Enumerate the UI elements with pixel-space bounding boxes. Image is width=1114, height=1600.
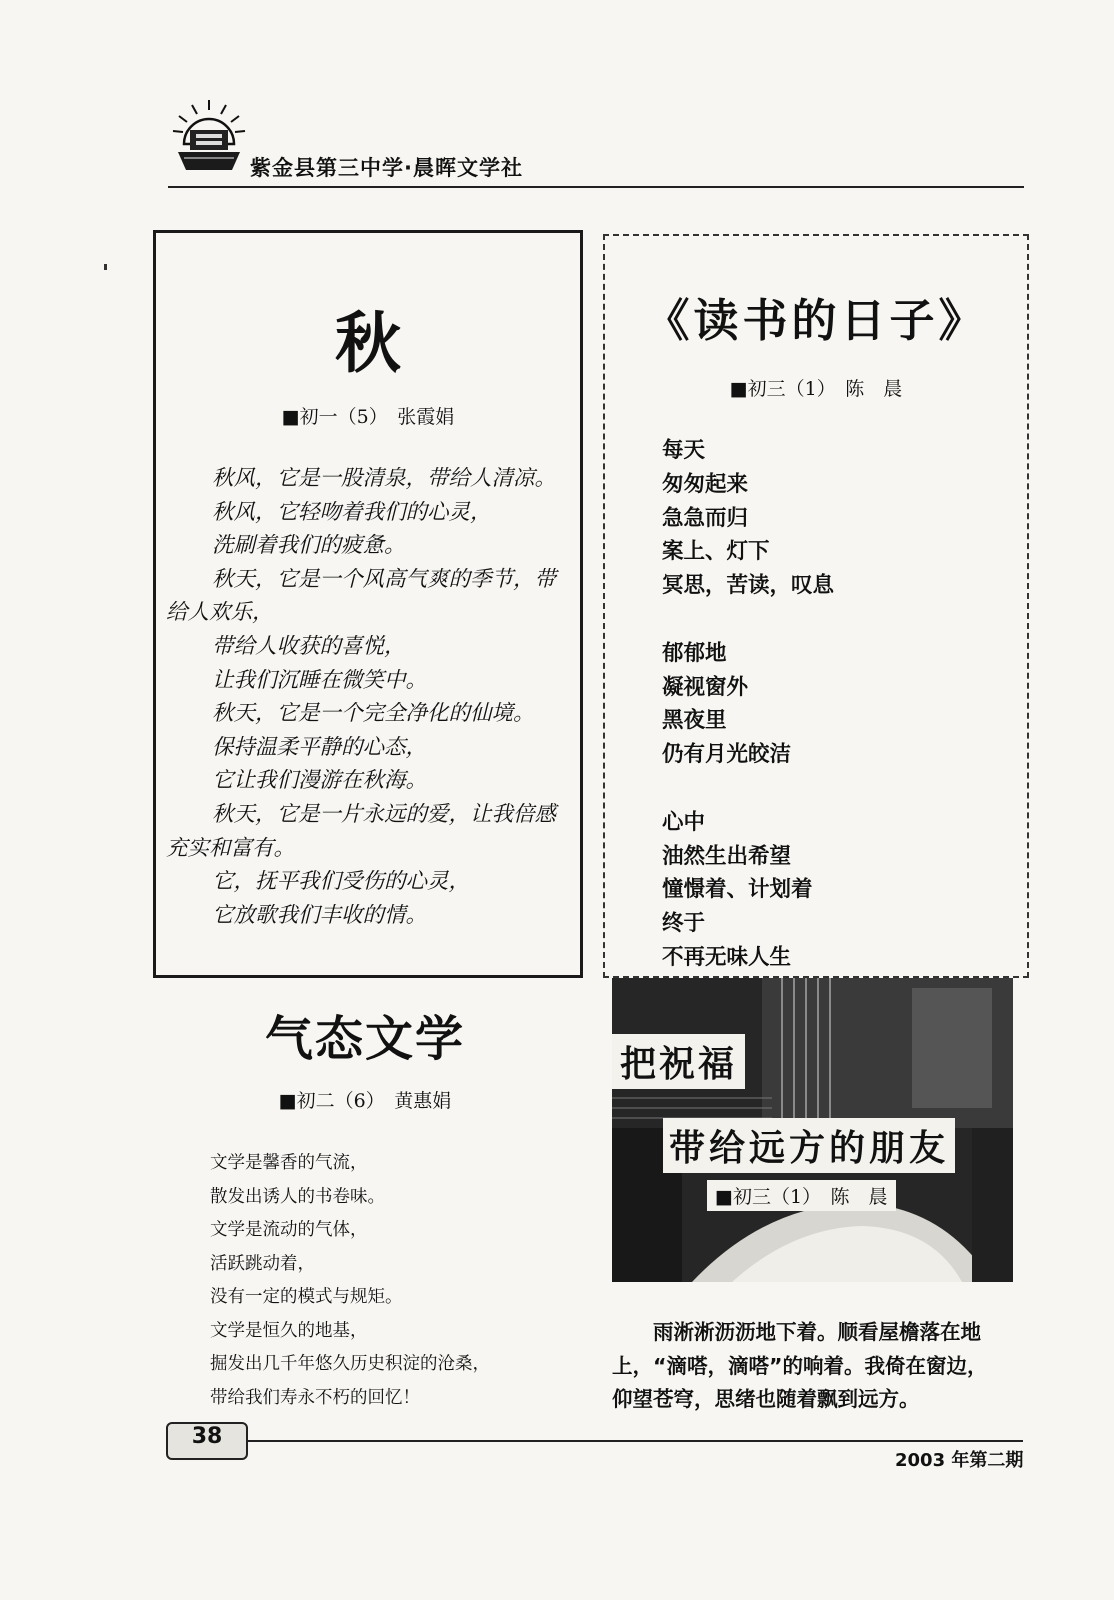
poem-line: 文学是流动的气体， — [210, 1220, 368, 1240]
poem-line: 洗刷着我们的疲惫。 — [212, 533, 406, 559]
literary-society-logo — [170, 96, 248, 174]
prose-line: 上，“滴嗒，滴嗒”的响着。我倚在窗边， — [612, 1353, 988, 1378]
autumn-poem-author: ■初一（5） 张霞娟 — [281, 406, 455, 428]
poem-line: 没有一定的模式与规矩。 — [210, 1287, 403, 1307]
footer-divider — [248, 1440, 1023, 1442]
prose-line: 雨淅淅沥沥地下着。顺看屋檐落在地 — [612, 1320, 981, 1344]
autumn-poem-body — [166, 462, 574, 932]
scan-speck — [104, 264, 107, 270]
blessing-prose — [612, 1316, 1016, 1417]
poem-line: 凝视窗外 — [662, 674, 749, 700]
poem-line: 仍有月光皎洁 — [662, 742, 792, 768]
poem-line: 憧憬着、计划着 — [662, 877, 813, 903]
qitai-poem-body — [210, 1147, 490, 1415]
poem-line: 案上、灯下 — [662, 539, 770, 565]
poem-line: 匆匆起来 — [662, 471, 749, 497]
poem-line: 它让我们漫游在秋海。 — [212, 768, 428, 794]
reading-poem-title: 《读书的日子》 — [644, 294, 988, 347]
poem-line: 油然生出希望 — [662, 843, 792, 869]
poem-line: 它放歌我们丰收的情。 — [212, 902, 428, 928]
issue-label: 2003 年第二期 — [895, 1450, 1024, 1471]
poem-line: 黑夜里 — [662, 708, 727, 734]
poem-line: 掘发出几千年悠久历史积淀的沧桑， — [210, 1354, 490, 1374]
poem-line: 秋天，它是一个完全净化的仙境。 — [212, 701, 535, 727]
poem-line: 终于 — [662, 911, 706, 937]
stanza-break — [662, 772, 834, 806]
poem-line: 秋风，它轻吻着我们的心灵， — [212, 499, 492, 525]
poem-line: 文学是馨香的气流， — [210, 1153, 368, 1173]
qitai-poem-title: 气态文学 — [264, 1011, 465, 1067]
header-divider — [168, 186, 1024, 188]
poem-line: 带给人收获的喜悦， — [212, 633, 406, 659]
poem-line: 活跃跳动着， — [210, 1253, 315, 1274]
poem-line: 冥思，苦读，叹息 — [662, 573, 835, 599]
reading-poem-author: ■初三（1） 陈 晨 — [729, 378, 903, 400]
reading-poem-body — [662, 434, 834, 975]
poem-line: 心中 — [662, 809, 706, 835]
page-number: 38 — [191, 1424, 223, 1449]
poem-line: 它，抚平我们受伤的心灵， — [212, 869, 471, 895]
stanza-break — [662, 603, 834, 637]
poem-line: 给人欢乐， — [166, 600, 274, 626]
blessing-author: ■初三（1） 陈 晨 — [707, 1180, 896, 1211]
blessing-title-line2: 带给远方的朋友 — [663, 1118, 955, 1173]
qitai-poem-author: ■初二（6） 黄惠娟 — [278, 1090, 452, 1112]
poem-line: 让我们沉睡在微笑中。 — [212, 667, 428, 693]
autumn-poem-title: 秋 — [335, 304, 401, 382]
header-title: 紫金县第三中学·晨晖文学社 — [250, 156, 523, 180]
poem-line: 散发出诱人的书卷味。 — [210, 1186, 385, 1207]
poem-line: 充实和富有。 — [166, 835, 296, 861]
poem-line: 不再无味人生 — [662, 944, 792, 970]
poem-line: 秋天，它是一片永远的爱，让我倍感 — [212, 801, 557, 827]
poem-line: 文学是恒久的地基， — [210, 1320, 368, 1341]
poem-line: 急急而归 — [662, 505, 749, 531]
poem-line: 保持温柔平静的心态， — [212, 734, 428, 760]
poem-line: 每天 — [662, 438, 706, 463]
prose-line: 仰望苍穹，思绪也随着飘到远方。 — [612, 1387, 920, 1411]
poem-line: 秋天，它是一个风高气爽的季节，带 — [212, 566, 557, 592]
poem-line: 秋风，它是一股清泉，带给人清凉。 — [212, 466, 557, 491]
poem-line: 带给我们寿永不朽的回忆！ — [210, 1387, 420, 1408]
blessing-title-line1: 把祝福 — [612, 1034, 745, 1089]
poem-line: 郁郁地 — [662, 640, 727, 666]
